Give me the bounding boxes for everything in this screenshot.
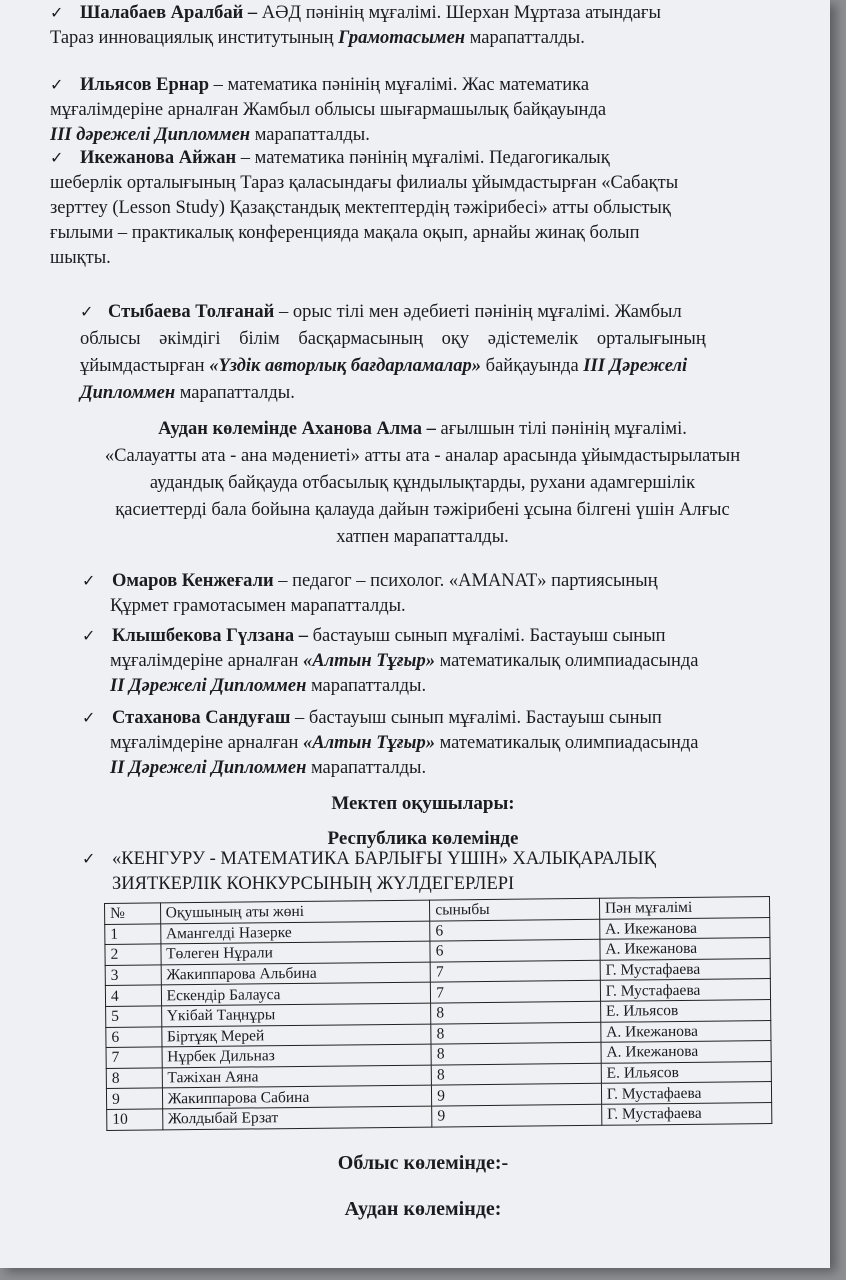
student-name: Біртұяқ Мерей (161, 1024, 431, 1047)
award-title: Грамотасымен (338, 28, 466, 48)
entry-line (82, 623, 782, 649)
students-heading: Мектеп оқушылары: (331, 793, 515, 814)
student-name: Ескендір Балауса (161, 982, 431, 1005)
entry-line (50, 72, 770, 98)
award-title: Дипломмен (80, 383, 176, 403)
entry-line (80, 380, 785, 407)
award-title: ІІІ дәрежелі Дипломмен (50, 125, 251, 145)
entry-line (50, 26, 810, 51)
teacher-name: Г. Мустафаева (601, 1102, 771, 1124)
col-header-number: № (105, 903, 161, 924)
grade: 8 (431, 1063, 601, 1085)
student-name: Төлеген Нұрали (161, 941, 431, 964)
checkmark-icon: ✓ (82, 626, 96, 645)
teacher-name: Аудан көлемінде Аханова Алма – (158, 419, 436, 439)
entry-line: облысы әкімдігі білім басқармасының оқу әдістемелік орталығының (80, 329, 706, 349)
col-header-student: Оқушының аты жөні (160, 900, 430, 923)
entry-text: мұғалімдеріне арналған (110, 733, 304, 753)
entry-line (50, 145, 795, 171)
entry-text: бастауыш сынып мұғалімі. Бастауыш сынып (308, 626, 666, 646)
row-number: 7 (106, 1047, 162, 1068)
teacher-name: Стаханова Сандуғаш (112, 708, 291, 728)
col-header-grade: сыныбы (430, 898, 600, 920)
row-number: 8 (106, 1068, 162, 1089)
contest-title-line: ЗИЯТКЕРЛІК КОНКУРСЫНЫҢ ЖҮЛДЕГЕРЛЕРІ (112, 874, 515, 894)
entry-line: шықты. (50, 248, 111, 268)
student-name: Тажіхан Аяна (162, 1065, 432, 1088)
district-award-akhanova (50, 416, 795, 551)
row-number: 5 (106, 1006, 162, 1027)
grade: 8 (431, 1042, 601, 1064)
award-title: «Үздік авторлық бағдарламалар» (209, 356, 482, 376)
entry-text: – математика пәнінің мұғалімі. Педагогикалық (236, 148, 610, 168)
grade: 7 (430, 960, 600, 982)
winners-table (104, 896, 772, 1130)
entry-text: байқауында (481, 356, 584, 376)
entry-line: Құрмет грамотасымен марапатталды. (110, 596, 406, 616)
checkmark-icon: ✓ (50, 75, 64, 94)
row-number: 6 (106, 1026, 162, 1047)
entry-text: – педагог – психолог. «AMANAT» партиясының (273, 571, 658, 591)
entry-text: мұғалімдеріне арналған (110, 651, 304, 671)
entry-line (82, 568, 782, 594)
row-number: 2 (105, 944, 161, 965)
entry-line (50, 416, 795, 443)
entry-line: аудандық байқауда отбасылық құндылықтарды, рухани адамгершілік (149, 473, 696, 493)
row-number: 4 (105, 985, 161, 1006)
award-entry-stakhanova (82, 705, 782, 781)
grade: 8 (431, 1022, 601, 1044)
student-name: Жакиппарова Альбина (161, 962, 431, 985)
entry-line: зерттеу (Lesson Study) Қазақстандық мектептердің тәжірибесі» атты облыстық (50, 198, 671, 218)
teacher-name: Икежанова Айжан (80, 148, 237, 168)
entry-line (82, 846, 782, 872)
entry-text: – орыс тілі мен әдебиеті пәнінің мұғалімі. Жамбыл (274, 302, 682, 322)
entry-line: мұғалімдеріне арналған Жамбыл облысы шығармашылық байқауында (50, 100, 607, 120)
entry-line (82, 649, 782, 674)
grade: 8 (431, 1001, 601, 1023)
teacher-name: Клышбекова Гүлзана – (112, 626, 309, 646)
teacher-name: Е. Ильясов (601, 1061, 771, 1083)
entry-line: ғылыми – практикалық конференцияда мақала оқып, арнайы жинақ болып (50, 223, 640, 243)
entry-line (82, 705, 782, 731)
student-name: Амангелді Назерке (160, 921, 430, 944)
student-name: Жолдыбай Ерзат (162, 1106, 432, 1129)
district-level-heading: Аудан көлемінде: (344, 1198, 502, 1220)
entry-line: «Салауатты ата - ана мәдениеті» атты ата - аналар арасында ұйымдастырылатын (104, 446, 741, 466)
entry-text: математикалық олимпиадасында (434, 651, 699, 671)
student-name: Жакиппарова Сабина (162, 1085, 432, 1108)
entry-text: ұйымдастырған (80, 356, 210, 376)
award-title: ІІ Дәрежелі Дипломмен (110, 676, 307, 696)
contest-title (82, 846, 782, 897)
checkmark-icon: ✓ (50, 3, 64, 22)
student-name: Үкібай Таңнұры (161, 1003, 431, 1026)
entry-line: қасиеттерді бала бойына қалауда дайын тәжірибені ұсына білгені үшін Алғыс (115, 500, 730, 520)
entry-line (82, 674, 782, 699)
teacher-name: А. Икежанова (600, 938, 770, 960)
entry-text: марапатталды. (175, 383, 295, 403)
entry-text: математикалық олимпиадасында (434, 733, 699, 753)
entry-text: марапатталды. (465, 28, 585, 48)
entry-text: АӘД пәнінің мұғалімі. Шерхан Мұртаза атындағы (257, 3, 661, 23)
award-title: ІІІ Дәрежелі (583, 356, 688, 376)
entry-line (80, 353, 785, 380)
teacher-name: Омаров Кенжеғали (112, 571, 274, 591)
contest-title-line: «КЕНГУРУ - МАТЕМАТИКА БАРЛЫҒЫ ҮШІН» ХАЛЫҚАРАЛЫҚ (112, 849, 656, 869)
entry-text: – бастауыш сынып мұғалімі. Бастауыш сынып (290, 708, 662, 728)
entry-line: хатпен марапатталды. (336, 527, 509, 547)
entry-line (50, 0, 810, 26)
award-entry-klyshbekova (82, 623, 782, 699)
republic-level-heading: Республика көлемінде (327, 828, 519, 849)
student-name: Нұрбек Дильназ (162, 1044, 432, 1067)
oblast-level-heading: Облыс көлемінде:- (337, 1152, 509, 1174)
table-body (105, 917, 772, 1130)
award-entry-shalabayev (50, 0, 810, 51)
teacher-name: А. Икежанова (601, 1020, 771, 1042)
checkmark-icon: ✓ (82, 849, 96, 868)
row-number: 3 (105, 965, 161, 986)
award-entry-ikezhanova (50, 145, 795, 271)
teacher-name: Стыбаева Толғанай (108, 302, 275, 322)
teacher-name: А. Икежанова (601, 1041, 771, 1063)
entry-text: ағылшын тілі пәнінің мұғалімі. (435, 419, 687, 439)
col-header-teacher: Пән мұғалімі (599, 897, 769, 919)
entry-text: марапатталды. (306, 758, 427, 778)
teacher-name: А. Икежанова (600, 917, 770, 939)
teacher-name: Г. Мустафаева (600, 979, 770, 1001)
row-number: 9 (106, 1088, 162, 1109)
entry-line (80, 298, 785, 326)
row-number: 1 (105, 924, 161, 945)
teacher-name: Г. Мустафаева (601, 1082, 771, 1104)
award-entry-ilyasov (50, 72, 770, 148)
entry-text: марапатталды. (306, 676, 427, 696)
entry-line (82, 731, 782, 756)
checkmark-icon: ✓ (80, 302, 94, 321)
grade: 6 (430, 939, 600, 961)
entry-text: Тараз инновациялық институтының (50, 28, 339, 48)
grade: 9 (432, 1104, 602, 1126)
checkmark-icon: ✓ (82, 571, 96, 590)
entry-line (82, 756, 782, 781)
entry-text: – математика пәнінің мұғалімі. Жас математика (209, 75, 590, 95)
award-entry-stybayeva (80, 298, 785, 407)
row-number: 10 (107, 1109, 163, 1130)
entry-text: марапатталды. (250, 125, 370, 145)
checkmark-icon: ✓ (50, 148, 64, 167)
olympiad-title: «Алтын Тұғыр» (303, 651, 435, 671)
grade: 9 (432, 1084, 602, 1106)
teacher-name: Ильясов Ернар (80, 75, 210, 95)
olympiad-title: «Алтын Тұғыр» (303, 733, 435, 753)
teacher-name: Г. Мустафаева (600, 958, 770, 980)
entry-line: шеберлік орталығының Тараз қаласындағы филиалы ұйымдастырған «Сабақты (50, 173, 679, 193)
grade: 6 (430, 919, 600, 941)
grade: 7 (431, 981, 601, 1003)
award-entry-omarov (82, 568, 782, 619)
teacher-name: Е. Ильясов (600, 999, 770, 1021)
checkmark-icon: ✓ (82, 708, 96, 727)
award-title: ІІ Дәрежелі Дипломмен (110, 758, 307, 778)
teacher-name: Шалабаев Аралбай – (80, 3, 258, 23)
